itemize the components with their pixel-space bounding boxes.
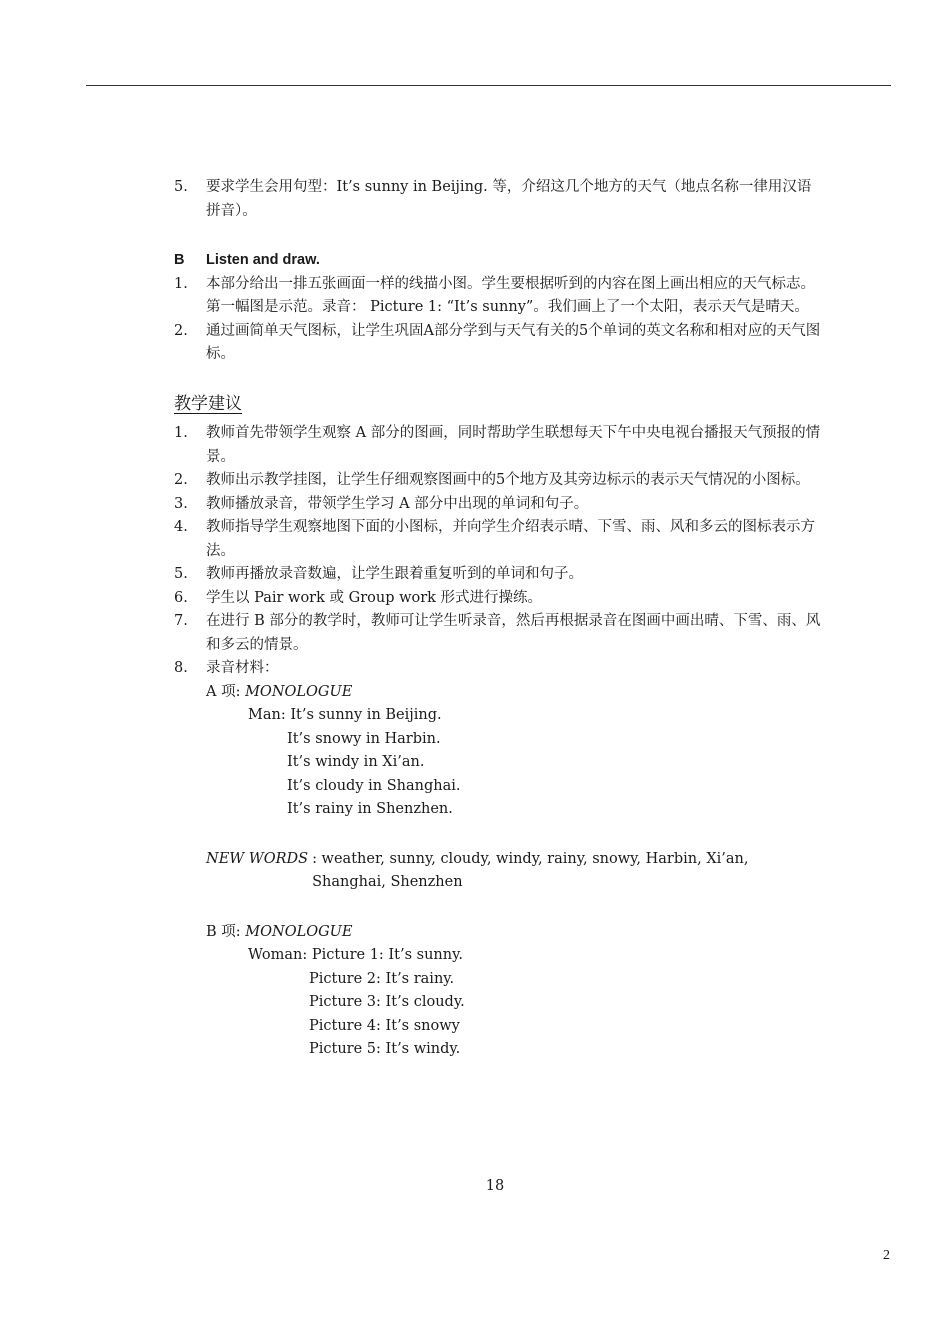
item-number: 6.	[174, 589, 188, 606]
transcript-line: It’s windy in Xi’an.	[287, 754, 425, 770]
item-number: 8.	[174, 660, 188, 676]
item-number: 2.	[174, 472, 188, 488]
transcript-line: Picture 2: It’s rainy.	[309, 970, 455, 987]
transcript-label: A 项:	[206, 683, 241, 700]
item-text: 教师首先带领学生观察 A 部分的图画，同时帮助学生联想每天下午中央电视台播报天气预报的情景。	[206, 425, 821, 465]
line-text: Picture 1: It’s sunny.	[311, 947, 463, 963]
book-page-number: 18	[485, 1178, 505, 1194]
item-text: 本部分给出一排五张画面一样的线描小图。学生要根据听到的内容在图上画出相应的天气标志。第一幅图是示范。录音： Picture 1: “It’s sunny”。我们画上了一个太阳，表示天气是晴天。	[206, 275, 815, 315]
transcript-title: MONOLOGUE	[245, 923, 353, 940]
item-number: 4.	[174, 519, 188, 535]
page-content	[174, 176, 822, 1062]
item-number: 5.	[174, 179, 188, 195]
transcript-label: B 项:	[206, 923, 241, 940]
item-text: 教师播放录音，带领学生学习 A 部分中出现的单词和句子。	[206, 495, 589, 512]
transcript-line: Picture 3: It’s cloudy.	[309, 994, 465, 1010]
list-item	[174, 422, 822, 469]
new-words-label: NEW WORDS	[206, 850, 309, 867]
list-item	[174, 469, 822, 493]
item-number: 1.	[174, 425, 188, 441]
transcript-line	[174, 944, 822, 968]
transcript-line	[174, 704, 822, 728]
list-item	[174, 493, 822, 517]
item-number: 3.	[174, 495, 188, 512]
transcript-line: It’s cloudy in Shanghai.	[287, 777, 461, 794]
section-letter: B	[174, 252, 185, 268]
new-words	[174, 848, 822, 895]
new-words-list: : weather, sunny, cloudy, windy, rainy, snowy, Harbin, Xi’an, Shanghai, Shenzhen	[312, 850, 749, 890]
header-rule	[86, 85, 891, 86]
transcript-line: Picture 5: It’s windy.	[309, 1041, 461, 1057]
transcript-line: It’s rainy in Shenzhen.	[287, 801, 453, 817]
transcript-line: Picture 4: It’s snowy	[309, 1017, 460, 1034]
list-item	[174, 563, 822, 587]
list-item	[174, 320, 822, 367]
item-text: 通过画简单天气图标，让学生巩固A部分学到与天气有关的5个单词的英文名称和相对应的天气图标。	[206, 322, 821, 362]
section-title: Listen and draw.	[206, 252, 320, 268]
item-number: 2.	[174, 322, 188, 339]
list-item	[174, 516, 822, 563]
item-text: 在进行 B 部分的教学时，教师可让学生听录音，然后再根据录音在图画中画出晴、下雪、雨、风和多云的情景。	[206, 613, 821, 653]
item-text: 教师出示教学挂图，让学生仔细观察图画中的5个地方及其旁边标示的表示天气情况的小图标。	[206, 472, 810, 488]
item-text: 录音材料：	[206, 660, 279, 676]
list-item	[174, 176, 822, 223]
list-item	[174, 610, 822, 657]
item-text: 要求学生会用句型：It’s sunny in Beijing. 等，介绍这几个地方的天气（地点名称一律用汉语拼音）。	[206, 179, 812, 219]
item-number: 7.	[174, 613, 188, 629]
list-item	[174, 587, 822, 611]
document-page-number: 2	[883, 1248, 890, 1263]
item-text: 学生以 Pair work 或 Group work 形式进行操练。	[206, 589, 543, 606]
teaching-suggestions-heading: 教学建议	[174, 393, 242, 414]
transcript-line: It’s snowy in Harbin.	[287, 730, 441, 747]
speaker: Woman:	[248, 947, 308, 963]
section-b-heading	[174, 249, 822, 273]
list-item	[174, 273, 822, 320]
item-number: 1.	[174, 275, 188, 292]
transcript-a-heading	[174, 681, 822, 705]
item-number: 5.	[174, 566, 188, 582]
line-text: It’s sunny in Beijing.	[290, 707, 442, 723]
transcript-title: MONOLOGUE	[245, 683, 353, 700]
speaker: Man:	[248, 707, 286, 723]
item-text: 教师指导学生观察地图下面的小图标，并向学生介绍表示晴、下雪、雨、风和多云的图标表示方法。	[206, 519, 815, 559]
item-text: 教师再播放录音数遍，让学生跟着重复听到的单词和句子。	[206, 566, 583, 582]
transcript-b-heading	[174, 921, 822, 945]
list-item	[174, 657, 822, 681]
